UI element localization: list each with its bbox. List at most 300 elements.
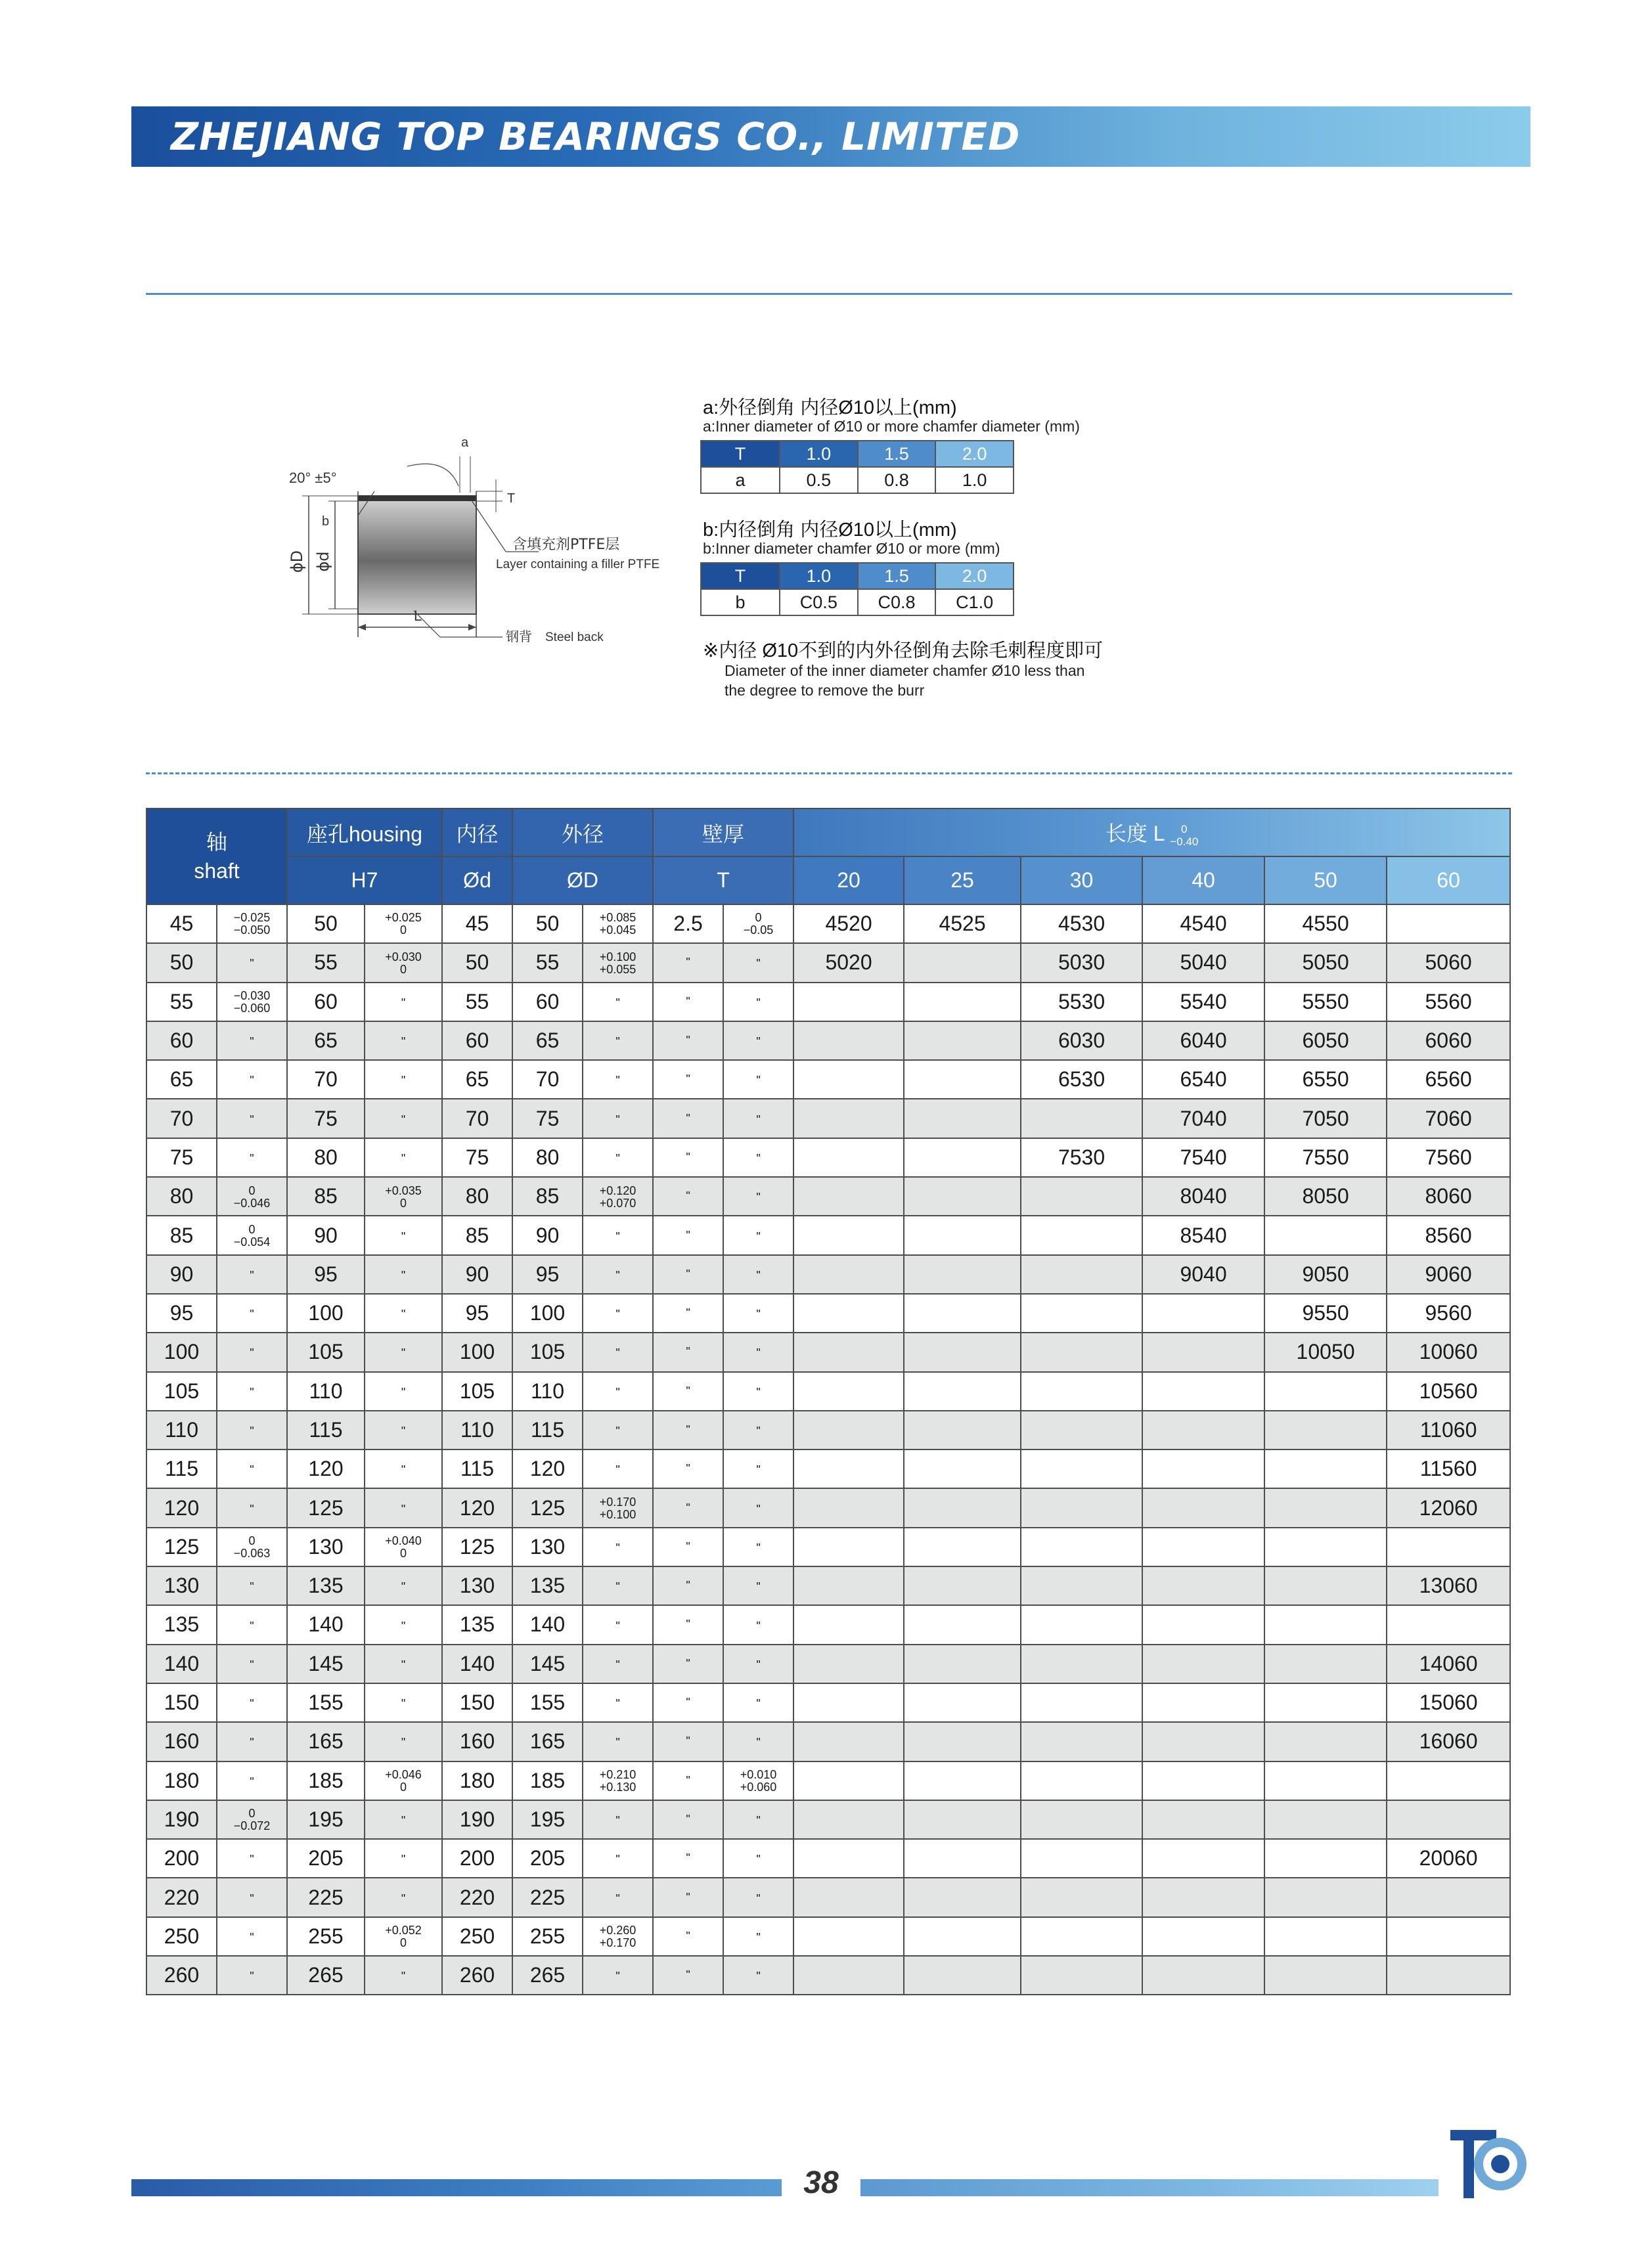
wall-cell: " xyxy=(653,1021,723,1060)
tolerance-line: " xyxy=(756,1074,761,1088)
length-part-cell xyxy=(793,1528,904,1566)
tolerance-line: +0.060 xyxy=(740,1780,777,1794)
tolerance-value xyxy=(401,997,405,1009)
label-b: b xyxy=(322,514,330,529)
length-part-cell xyxy=(1021,1333,1142,1371)
tolerance-line: −0.063 xyxy=(233,1547,271,1561)
tolerance-line: +0.120 xyxy=(599,1184,636,1197)
tolerance-cell xyxy=(217,904,287,943)
tolerance-line: +0.100 xyxy=(599,1507,636,1521)
inner-diameter-cell: 250 xyxy=(442,1917,512,1956)
wall-cell: " xyxy=(653,1800,723,1839)
shaft-cell: 260 xyxy=(146,1956,217,1995)
tolerance-value xyxy=(401,1386,405,1399)
tolerance-cell xyxy=(723,1566,793,1605)
wall-cell: " xyxy=(653,1099,723,1138)
length-part-cell xyxy=(793,1216,904,1254)
tolerance-line: 0 xyxy=(399,1547,407,1561)
tolerance-value xyxy=(600,1924,636,1949)
tolerance-cell xyxy=(723,1450,793,1488)
length-part-cell xyxy=(1142,1683,1264,1722)
wall-cell: " xyxy=(653,983,723,1021)
housing-cell: 95 xyxy=(287,1255,365,1294)
shaft-cell: 45 xyxy=(146,904,217,943)
tolerance-cell xyxy=(583,1566,653,1605)
tolerance-line: " xyxy=(401,1814,406,1828)
tolerance-value xyxy=(401,1074,405,1087)
tolerance-line: +0.085 xyxy=(599,911,636,925)
length-part-cell: 5020 xyxy=(793,943,904,982)
length-part-cell xyxy=(904,1488,1021,1527)
length-part-cell xyxy=(793,1411,904,1450)
tolerance-value xyxy=(401,1114,405,1126)
header-T: T xyxy=(653,856,793,904)
tolerance-line: 0 xyxy=(399,962,407,976)
length-part-cell: 13060 xyxy=(1387,1566,1510,1605)
tolerance-value xyxy=(250,1581,254,1593)
tolerance-cell xyxy=(217,1216,287,1254)
outer-diameter-cell: 65 xyxy=(512,1021,583,1060)
length-part-cell xyxy=(904,1761,1021,1800)
tolerance-value xyxy=(250,1893,254,1905)
length-part-cell xyxy=(1264,1800,1387,1839)
tolerance-value xyxy=(234,1224,271,1249)
tolerance-value xyxy=(756,1270,760,1282)
tolerance-line: 0 xyxy=(248,1534,256,1548)
tolerance-cell xyxy=(583,1255,653,1294)
length-part-cell: 9040 xyxy=(1142,1255,1264,1294)
tolerance-cell xyxy=(365,1605,442,1644)
tolerance-cell xyxy=(583,1605,653,1644)
tolerance-value xyxy=(756,1036,760,1048)
shaft-cell: 220 xyxy=(146,1878,217,1916)
wall-cell: " xyxy=(653,1333,723,1371)
tolerance-cell xyxy=(583,1645,653,1683)
tolerance-cell xyxy=(217,1099,287,1138)
tolerance-line: " xyxy=(615,1697,620,1711)
tolerance-cell xyxy=(583,1722,653,1761)
length-part-cell xyxy=(1264,1411,1387,1450)
tolerance-cell xyxy=(583,1800,653,1839)
tolerance-cell xyxy=(723,1878,793,1916)
tolerance-line: " xyxy=(756,1853,761,1867)
tolerance-line: " xyxy=(615,1074,620,1088)
tolerance-cell xyxy=(583,1021,653,1060)
length-part-cell: 6540 xyxy=(1142,1060,1264,1099)
tolerance-cell xyxy=(217,1294,287,1333)
tolerance-cell xyxy=(365,1566,442,1605)
tolerance-line: " xyxy=(401,1619,406,1633)
outer-diameter-cell: 140 xyxy=(512,1605,583,1644)
outer-diameter-cell: 225 xyxy=(512,1878,583,1916)
tolerance-value xyxy=(401,1270,405,1282)
tolerance-line: " xyxy=(756,1697,761,1711)
tolerance-value xyxy=(615,1815,619,1827)
table-row xyxy=(146,1839,1510,1878)
table-row xyxy=(146,1333,1510,1371)
tolerance-cell xyxy=(217,1800,287,1839)
tolerance-line: " xyxy=(756,1658,761,1671)
shaft-cell: 190 xyxy=(146,1800,217,1839)
tolerance-value xyxy=(600,1769,636,1794)
tolerance-value xyxy=(250,1737,254,1749)
length-part-cell: 5540 xyxy=(1142,983,1264,1021)
outer-diameter-cell: 95 xyxy=(512,1255,583,1294)
tolerance-line: " xyxy=(756,1035,761,1049)
tolerance-value xyxy=(756,1620,760,1633)
tolerance-value xyxy=(385,1924,422,1949)
tolerance-cell xyxy=(217,1021,287,1060)
length-part-cell: 8540 xyxy=(1142,1216,1264,1254)
tolerance-line: −0.050 xyxy=(233,923,271,937)
tolerance-value xyxy=(250,1659,254,1671)
wall-cell: " xyxy=(653,1956,723,1995)
length-part-cell xyxy=(1142,1566,1264,1605)
tolerance-line: " xyxy=(401,1463,406,1477)
table-row xyxy=(146,1683,1510,1722)
shaft-cell: 135 xyxy=(146,1605,217,1644)
label-angle: 20° ±5° xyxy=(289,470,337,486)
length-part-cell: 7530 xyxy=(1021,1138,1142,1177)
tolerance-value xyxy=(401,1893,405,1905)
tolerance-value xyxy=(756,1153,760,1165)
dashed-divider xyxy=(146,772,1512,774)
tolerance-line: " xyxy=(615,1463,620,1477)
tolerance-value xyxy=(615,1542,619,1555)
tolerance-cell xyxy=(365,904,442,943)
tolerance-line: " xyxy=(615,1229,620,1243)
tolerance-cell xyxy=(365,1839,442,1878)
length-part-cell xyxy=(1387,904,1510,943)
housing-cell: 205 xyxy=(287,1839,365,1878)
shaft-cell: 140 xyxy=(146,1645,217,1683)
outer-diameter-cell: 135 xyxy=(512,1566,583,1605)
tolerance-line: " xyxy=(250,1035,254,1049)
length-part-cell xyxy=(793,1800,904,1839)
length-part-cell: 6560 xyxy=(1387,1060,1510,1099)
length-part-cell xyxy=(1264,1528,1387,1566)
chamfer-cell: 2.0 xyxy=(935,441,1014,467)
length-part-cell xyxy=(904,1917,1021,1956)
length-part-cell xyxy=(1264,1372,1387,1411)
length-part-cell xyxy=(904,1528,1021,1566)
tolerance-cell xyxy=(217,1917,287,1956)
tolerance-value xyxy=(756,1542,760,1555)
tolerance-line: +0.130 xyxy=(599,1780,636,1794)
shaft-cell: 250 xyxy=(146,1917,217,1956)
length-part-cell xyxy=(1264,1878,1387,1916)
length-part-cell: 16060 xyxy=(1387,1722,1510,1761)
tolerance-cell xyxy=(583,1839,653,1878)
length-part-cell: 7550 xyxy=(1264,1138,1387,1177)
length-part-cell: 15060 xyxy=(1387,1683,1510,1722)
chamfer-cell: 1.5 xyxy=(858,441,936,467)
tolerance-value xyxy=(250,1153,254,1165)
tolerance-value xyxy=(401,1308,405,1321)
length-part-cell xyxy=(1021,1917,1142,1956)
tolerance-cell xyxy=(723,1683,793,1722)
length-part-cell: 6040 xyxy=(1142,1021,1264,1060)
wall-cell: " xyxy=(653,1138,723,1177)
length-part-cell xyxy=(1264,1839,1387,1878)
length-part-cell xyxy=(793,1450,904,1488)
length-part-cell xyxy=(1021,1255,1142,1294)
length-part-cell: 7050 xyxy=(1264,1099,1387,1138)
length-part-cell xyxy=(1021,1450,1142,1488)
header-banner xyxy=(131,106,1530,167)
length-part-cell xyxy=(1021,1099,1142,1138)
tolerance-line: " xyxy=(756,1229,761,1243)
bushing-ptfe-layer xyxy=(358,496,476,501)
inner-diameter-cell: 110 xyxy=(442,1411,512,1450)
inner-diameter-cell: 260 xyxy=(442,1956,512,1995)
length-part-cell xyxy=(1142,1645,1264,1683)
table-row xyxy=(146,1450,1510,1488)
length-part-cell xyxy=(1387,1605,1510,1644)
tolerance-value xyxy=(401,1737,405,1749)
shaft-cell: 85 xyxy=(146,1216,217,1254)
length-part-cell xyxy=(904,1294,1021,1333)
housing-cell: 165 xyxy=(287,1722,365,1761)
tolerance-cell xyxy=(365,1722,442,1761)
tolerance-value xyxy=(600,951,636,976)
tolerance-line: " xyxy=(401,1346,406,1360)
chamfer-cell: 1.5 xyxy=(858,563,936,589)
tolerance-cell xyxy=(583,943,653,982)
outer-diameter-cell: 60 xyxy=(512,983,583,1021)
length-part-cell xyxy=(793,1917,904,1956)
tolerance-line: " xyxy=(615,1346,620,1360)
tolerance-line: " xyxy=(250,1892,254,1905)
housing-cell: 265 xyxy=(287,1956,365,1995)
shaft-cell: 180 xyxy=(146,1761,217,1800)
header-length-30: 30 xyxy=(1021,856,1142,904)
tolerance-cell xyxy=(583,1917,653,1956)
tolerance-line: +0.052 xyxy=(385,1924,422,1937)
length-part-cell xyxy=(1142,1372,1264,1411)
label-a: a xyxy=(461,435,469,450)
table-row xyxy=(146,1878,1510,1916)
table-header-row-1 xyxy=(146,808,1510,856)
tolerance-line: " xyxy=(756,1308,761,1321)
tolerance-value xyxy=(250,1776,254,1788)
length-part-cell: 6530 xyxy=(1021,1060,1142,1099)
tolerance-cell xyxy=(583,1683,653,1722)
tolerance-line: " xyxy=(756,1502,761,1516)
length-part-cell xyxy=(793,1566,904,1605)
label-L: L xyxy=(414,608,422,624)
length-part-cell xyxy=(1264,1761,1387,1800)
outer-diameter-cell: 255 xyxy=(512,1917,583,1956)
tolerance-line: " xyxy=(250,957,254,971)
tolerance-line: +0.046 xyxy=(385,1767,422,1781)
tolerance-cell xyxy=(365,1294,442,1333)
tolerance-cell xyxy=(723,943,793,982)
table-row xyxy=(146,1566,1510,1605)
length-part-cell xyxy=(793,1605,904,1644)
header-length-50: 50 xyxy=(1264,856,1387,904)
chamfer-b-title-cn: b:内径倒角 内径Ø10以上(mm) xyxy=(703,520,957,541)
wall-cell: " xyxy=(653,1372,723,1411)
tolerance-value xyxy=(250,1386,254,1399)
chamfer-cell: 0.5 xyxy=(780,467,858,493)
housing-cell: 70 xyxy=(287,1060,365,1099)
tolerance-line: " xyxy=(401,1151,406,1165)
length-part-cell: 4525 xyxy=(904,904,1021,943)
tolerance-cell xyxy=(217,1956,287,1995)
header-length-60: 60 xyxy=(1387,856,1510,904)
tolerance-cell xyxy=(723,1839,793,1878)
tolerance-value xyxy=(401,1659,405,1671)
tolerance-line: " xyxy=(250,1658,254,1671)
inner-diameter-cell: 135 xyxy=(442,1605,512,1644)
header-h7: H7 xyxy=(287,856,442,904)
tolerance-value xyxy=(250,1464,254,1476)
outer-diameter-cell: 130 xyxy=(512,1528,583,1566)
length-part-cell: 9560 xyxy=(1387,1294,1510,1333)
tolerance-line: " xyxy=(250,1385,254,1399)
tolerance-line: " xyxy=(756,1814,761,1828)
tolerance-line: +0.210 xyxy=(599,1767,636,1781)
tolerance-value xyxy=(250,1347,254,1360)
note-en-line1: Diameter of the inner diameter chamfer Ø10 less than xyxy=(725,662,1085,679)
tolerance-line: " xyxy=(401,1853,406,1867)
tolerance-value xyxy=(615,1153,619,1165)
tolerance-cell xyxy=(583,1411,653,1450)
tolerance-value xyxy=(615,1659,619,1671)
wall-cell: " xyxy=(653,943,723,982)
tolerance-cell xyxy=(217,1333,287,1371)
length-part-cell xyxy=(904,1566,1021,1605)
chamfer-a-title-en: a:Inner diameter of Ø10 or more chamfer diameter (mm) xyxy=(703,418,1080,435)
tolerance-value xyxy=(756,1191,760,1204)
housing-cell: 110 xyxy=(287,1372,365,1411)
length-part-cell: 8560 xyxy=(1387,1216,1510,1254)
tolerance-cell xyxy=(365,983,442,1021)
length-part-cell xyxy=(904,1216,1021,1254)
tolerance-cell xyxy=(583,983,653,1021)
steel-label-en: Steel back xyxy=(545,631,604,644)
length-part-cell: 10050 xyxy=(1264,1333,1387,1371)
tolerance-value xyxy=(250,1074,254,1087)
table-row xyxy=(146,1372,1510,1411)
tolerance-line: +0.100 xyxy=(599,950,636,963)
tolerance-cell xyxy=(217,1411,287,1450)
tolerance-cell xyxy=(365,1060,442,1099)
length-part-cell xyxy=(1142,1800,1264,1839)
tolerance-value xyxy=(615,1620,619,1633)
tolerance-cell xyxy=(365,1878,442,1916)
tolerance-value xyxy=(756,1308,760,1321)
tolerance-cell xyxy=(723,1060,793,1099)
length-part-cell xyxy=(1264,1956,1387,1995)
tolerance-line: " xyxy=(401,1229,406,1243)
tolerance-line: 0 xyxy=(755,911,762,925)
length-part-cell: 11060 xyxy=(1387,1411,1510,1450)
length-part-cell xyxy=(793,1761,904,1800)
inner-diameter-cell: 105 xyxy=(442,1372,512,1411)
tolerance-cell xyxy=(583,1878,653,1916)
shaft-cell: 95 xyxy=(146,1294,217,1333)
wall-cell: " xyxy=(653,1216,723,1254)
length-part-cell: 6060 xyxy=(1387,1021,1510,1060)
outer-diameter-cell: 80 xyxy=(512,1138,583,1177)
tolerance-value xyxy=(401,1620,405,1633)
tolerance-line: " xyxy=(615,1308,620,1321)
length-part-cell xyxy=(1142,1450,1264,1488)
tolerance-line: +0.170 xyxy=(599,1495,636,1509)
housing-cell: 225 xyxy=(287,1878,365,1916)
tolerance-value xyxy=(250,1114,254,1126)
length-part-cell xyxy=(793,1878,904,1916)
tolerance-cell xyxy=(365,1683,442,1722)
tolerance-line: " xyxy=(250,1268,254,1282)
chamfer-cell: b xyxy=(701,589,780,615)
tolerance-line: +0.030 xyxy=(385,950,422,963)
tolerance-value xyxy=(234,1185,271,1210)
tolerance-line: +0.260 xyxy=(599,1924,636,1937)
length-part-cell xyxy=(793,1372,904,1411)
tolerance-cell xyxy=(217,1605,287,1644)
tolerance-cell xyxy=(723,983,793,1021)
length-part-cell xyxy=(904,1956,1021,1995)
tolerance-value xyxy=(250,1620,254,1633)
table-row xyxy=(146,1099,1510,1138)
table-row xyxy=(146,1722,1510,1761)
housing-cell: 130 xyxy=(287,1528,365,1566)
outer-diameter-cell: 55 xyxy=(512,943,583,982)
footer-bar-left xyxy=(131,2179,782,2196)
tolerance-cell xyxy=(217,1645,287,1683)
length-part-cell: 4530 xyxy=(1021,904,1142,943)
tolerance-cell xyxy=(583,1528,653,1566)
length-part-cell xyxy=(793,1060,904,1099)
tolerance-line: " xyxy=(401,1425,406,1438)
shaft-cell: 50 xyxy=(146,943,217,982)
tolerance-line: " xyxy=(401,1385,406,1399)
length-part-cell xyxy=(1021,1683,1142,1722)
housing-cell: 105 xyxy=(287,1333,365,1371)
housing-cell: 155 xyxy=(287,1683,365,1722)
chamfer-b-title-en: b:Inner diameter chamfer Ø10 or more (mm) xyxy=(703,540,1000,557)
length-part-cell xyxy=(1021,1372,1142,1411)
length-part-cell xyxy=(793,1645,904,1683)
tolerance-line: " xyxy=(756,1892,761,1905)
length-part-cell xyxy=(904,1800,1021,1839)
length-part-cell xyxy=(1142,1333,1264,1371)
tolerance-line: " xyxy=(756,1268,761,1282)
wall-cell: " xyxy=(653,1917,723,1956)
tolerance-value xyxy=(756,1659,760,1671)
length-part-cell: 12060 xyxy=(1387,1488,1510,1527)
length-part-cell xyxy=(1264,1722,1387,1761)
length-part-cell xyxy=(904,1411,1021,1450)
tolerance-cell xyxy=(583,1294,653,1333)
length-part-cell: 14060 xyxy=(1387,1645,1510,1683)
wall-cell: " xyxy=(653,1060,723,1099)
chamfer-cell: C1.0 xyxy=(935,589,1014,615)
tolerance-line: +0.025 xyxy=(385,911,422,925)
inner-diameter-cell: 70 xyxy=(442,1099,512,1138)
tolerance-line: " xyxy=(756,1930,761,1944)
tolerance-line: " xyxy=(250,1930,254,1944)
outer-diameter-cell: 105 xyxy=(512,1333,583,1371)
tolerance-cell xyxy=(723,1333,793,1371)
tolerance-line: " xyxy=(250,1308,254,1321)
chamfer-a-table xyxy=(700,440,1014,494)
length-part-cell: 11560 xyxy=(1387,1450,1510,1488)
length-part-cell xyxy=(1142,1917,1264,1956)
